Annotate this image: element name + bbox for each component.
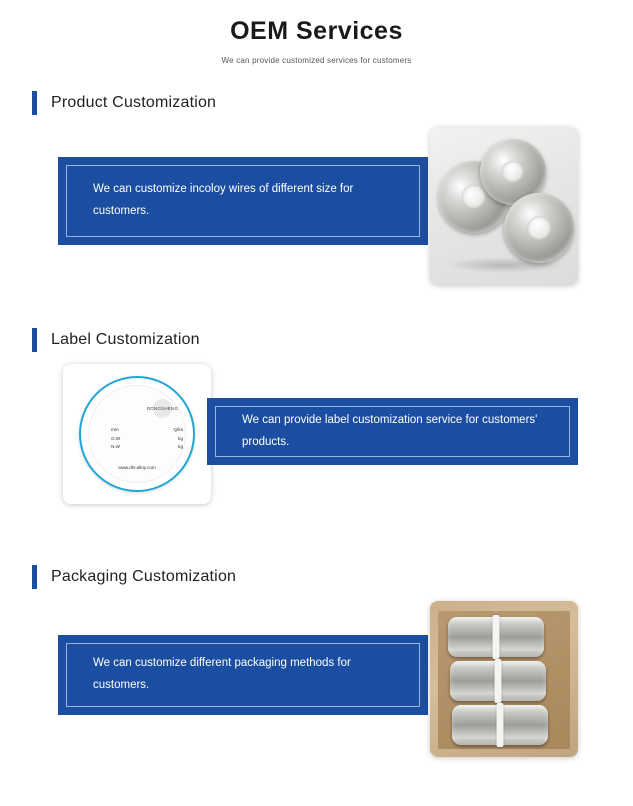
section-block-product: [0, 127, 633, 302]
banner-label: [207, 398, 578, 465]
heading-accent-bar: [32, 328, 37, 352]
carton-packaging-photo: [430, 601, 578, 757]
tag-row-left: N.W: [111, 444, 120, 450]
tag-row: [111, 443, 183, 452]
wire-roll-icon: [450, 661, 546, 701]
section-heading-packaging: [32, 565, 633, 589]
banner-text-product: We can customize incoloy wires of different size for customers.: [93, 183, 354, 217]
tag-row: [111, 426, 183, 435]
round-label-tag-photo: [63, 364, 211, 504]
banner-product: [58, 157, 428, 245]
banner-inner-border: [66, 165, 420, 237]
section-title-packaging: Packaging Customization: [51, 568, 237, 585]
wire-spools-illustration: [430, 127, 578, 285]
banner-inner-border: [66, 643, 420, 707]
banner-packaging: [58, 635, 428, 715]
tag-logo-icon: RONGSHENG: [153, 399, 172, 418]
section-block-packaging: [0, 601, 633, 776]
section-title-product: Product Customization: [51, 94, 217, 111]
section-block-label: [0, 364, 633, 539]
wire-spools-photo: [430, 127, 578, 285]
banner-inner-border: [215, 406, 570, 457]
page-footer-space: [0, 776, 633, 806]
tag-outer-ring: [79, 376, 195, 492]
heading-accent-bar: [32, 91, 37, 115]
tag-row-right: kg: [178, 444, 183, 450]
tag-spec-rows: [111, 426, 183, 452]
page-subtitle: We can provide customized services for customers: [221, 56, 412, 65]
heading-accent-bar: [32, 565, 37, 589]
tag-row-left: mm: [111, 427, 119, 432]
label-tag-illustration: [63, 364, 211, 504]
carton-illustration: [430, 601, 578, 757]
section-heading-label: [32, 328, 633, 352]
section-heading-product: [32, 91, 633, 115]
tag-row-right: Q/ks: [173, 427, 183, 432]
banner-text-label: We can provide label customization service for customers' products.: [242, 413, 538, 448]
banner-text-packaging: We can customize different packaging methods for customers.: [93, 657, 351, 691]
section-title-label: Label Customization: [51, 331, 200, 348]
tag-row: [111, 435, 183, 444]
tag-row-right: kg: [178, 435, 183, 441]
page-header: [0, 0, 633, 65]
page-title: OEM Services: [230, 17, 403, 45]
tag-website-text: www.dlv-alloy.com: [118, 465, 156, 470]
wire-roll-icon: [448, 617, 544, 657]
wire-roll-icon: [452, 705, 548, 745]
tag-face: [88, 385, 186, 483]
tag-row-left: G.W: [111, 435, 121, 441]
